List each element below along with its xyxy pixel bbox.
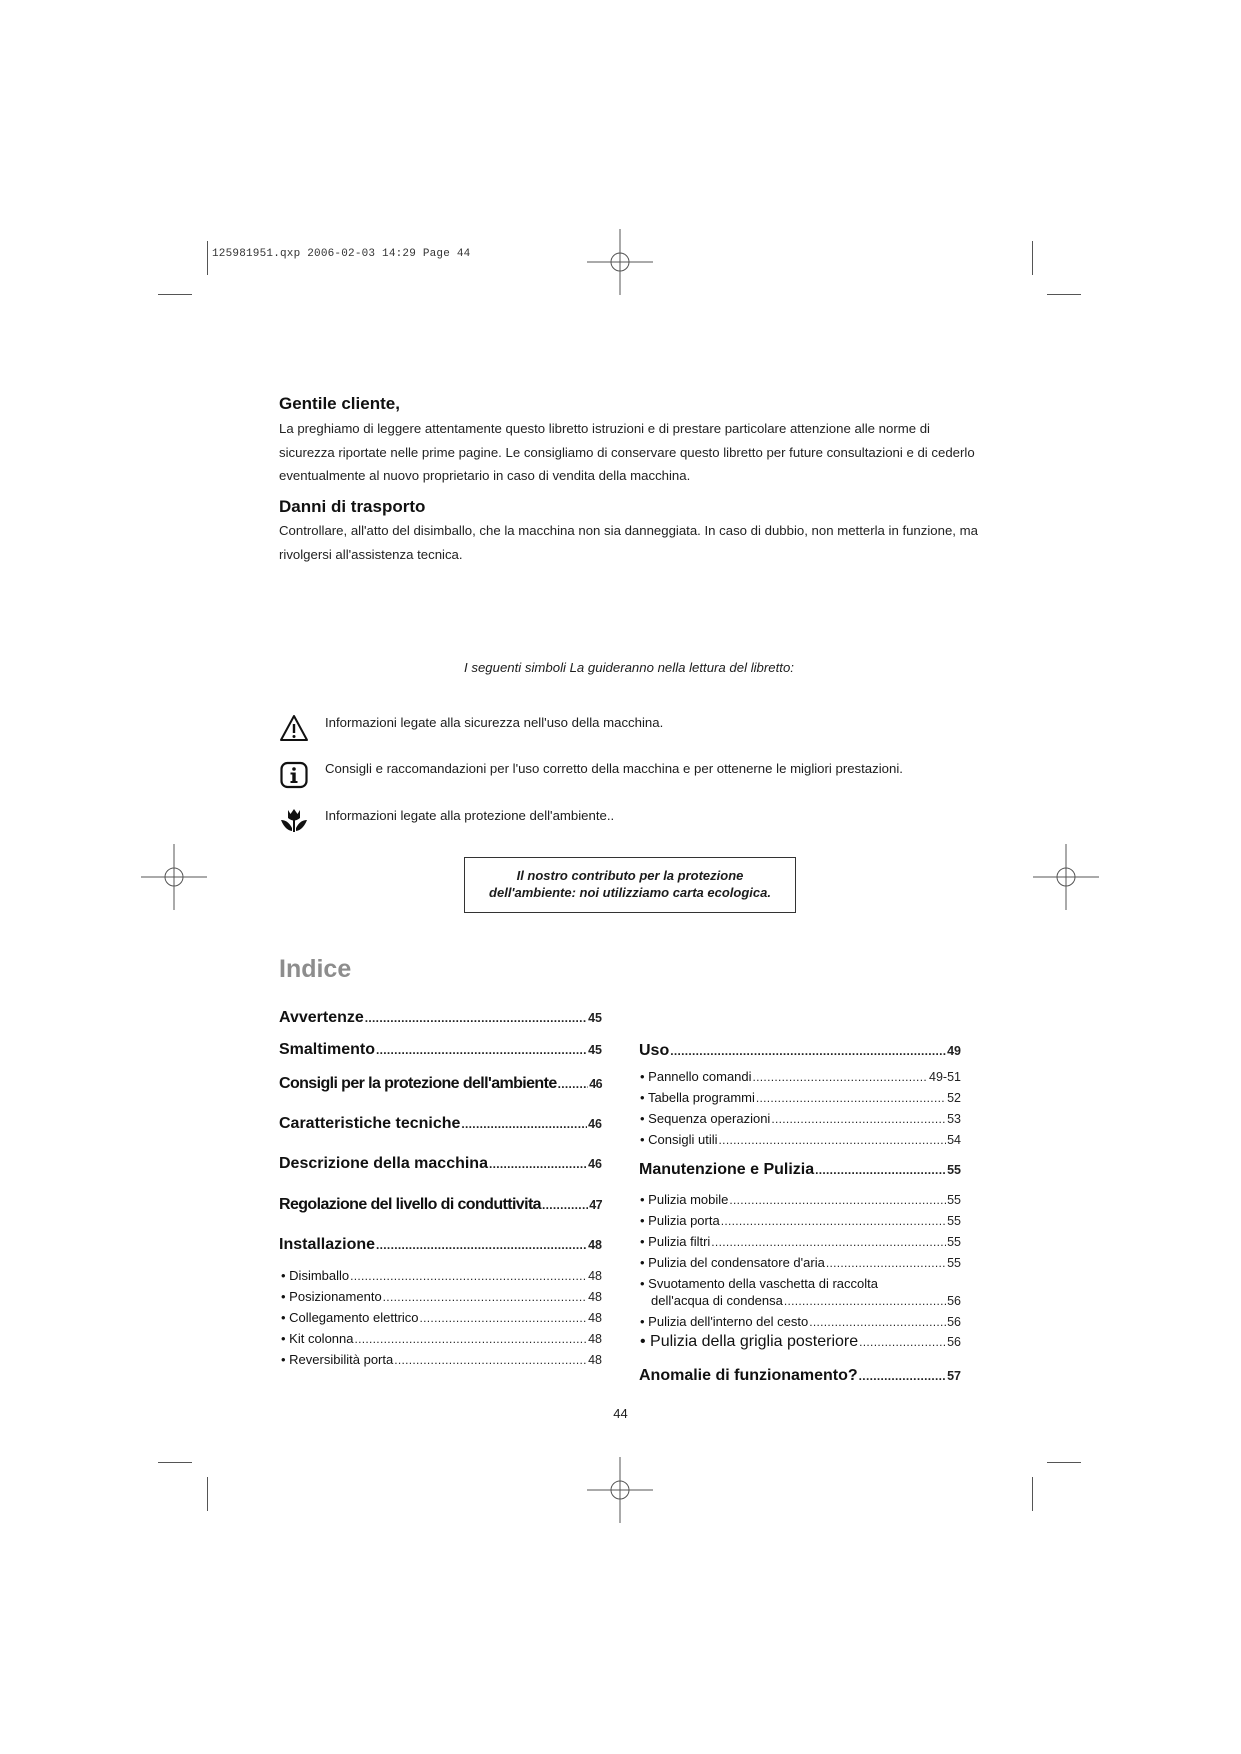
index-entry-page: 56 (947, 1294, 961, 1308)
index-subentry (640, 1132, 961, 1147)
index-entry-page: 56 (947, 1315, 961, 1329)
index-entry (639, 1367, 961, 1385)
index-entry-page: 48 (588, 1353, 602, 1367)
symbol-row-info (279, 759, 999, 791)
crop-mark (1047, 1462, 1081, 1463)
index-entry (279, 1115, 602, 1133)
eco-notice-line2: dell'ambiente: noi utilizziamo carta ecologica. (489, 885, 771, 900)
leader-dots (753, 1069, 928, 1084)
index-entry-page: 47 (589, 1198, 602, 1212)
index-entry-page: 45 (588, 1043, 602, 1057)
index-entry-title: • Pulizia del condensatore d'aria (640, 1255, 825, 1270)
index-entry (279, 1196, 602, 1214)
index-entry-title: • Pannello comandi (640, 1069, 752, 1084)
leader-dots (542, 1196, 588, 1214)
flower-icon (279, 806, 309, 836)
index-entry-page: 55 (947, 1256, 961, 1270)
index-subentry-wrapped: • Svuotamento della vaschetta di raccolta (640, 1276, 878, 1291)
index-entry-page: 48 (588, 1238, 602, 1252)
greeting-heading: Gentile cliente, (279, 394, 400, 413)
index-entry-page: 45 (588, 1011, 602, 1025)
index-entry-page: 55 (947, 1214, 961, 1228)
transport-paragraph: Controllare, all'atto del disimballo, che la macchina non sia danneggiata. In caso di dubbio, non metterla in funzione, ma rivolgersi all'assistenza tecnica. (279, 523, 978, 562)
leader-dots (489, 1155, 587, 1173)
transport-heading: Danni di trasporto (279, 497, 426, 516)
index-entry (279, 1009, 602, 1027)
index-entry-title: Descrizione della macchina (279, 1155, 488, 1172)
registration-mark (141, 844, 207, 910)
index-entry (279, 1041, 602, 1059)
index-entry-page: 56 (947, 1335, 961, 1349)
index-subentry (640, 1090, 961, 1105)
index-entry-title: Anomalie di funzionamento? (639, 1367, 858, 1384)
index-entry-title: Caratteristiche tecniche (279, 1115, 461, 1132)
index-subentry (640, 1192, 961, 1207)
index-entry-title: • Collegamento elettrico (281, 1310, 419, 1325)
index-entry-title: Consigli per la protezione dell'ambiente (279, 1075, 557, 1092)
index-entry-page: 48 (588, 1311, 602, 1325)
symbol-text-environment: Informazioni legate alla protezione dell'ambiente.. (325, 808, 615, 823)
leader-dots (809, 1314, 946, 1329)
leader-dots (355, 1331, 588, 1346)
leader-dots (771, 1111, 946, 1126)
leader-dots (365, 1009, 587, 1027)
leader-dots (711, 1234, 946, 1249)
crop-mark (158, 1462, 192, 1463)
symbol-row-environment (279, 806, 999, 838)
index-entry-page: 46 (588, 1157, 602, 1171)
crop-mark (207, 241, 208, 275)
leader-dots (719, 1132, 947, 1147)
leader-dots (815, 1161, 946, 1179)
index-entry-title: Smaltimento (279, 1041, 376, 1058)
index-entry-title: Svuotamento della vaschetta di raccolta (648, 1276, 878, 1291)
index-entry-title: • Reversibilità porta (281, 1352, 393, 1367)
crop-mark (1032, 1477, 1033, 1511)
warning-triangle-icon (279, 713, 309, 743)
index-subentry (640, 1333, 961, 1351)
index-entry-title: • Sequenza operazioni (640, 1111, 770, 1126)
index-entry-page: 49 (947, 1044, 961, 1058)
index-entry-page: 52 (947, 1091, 961, 1105)
leader-dots (859, 1367, 946, 1385)
eco-notice-line1: Il nostro contributo per la protezione (516, 868, 744, 883)
index-subentry (640, 1314, 961, 1329)
index-subentry (281, 1289, 602, 1304)
index-entry-title: • Pulizia filtri (640, 1234, 710, 1249)
index-entry-title: • Pulizia mobile (640, 1192, 728, 1207)
index-entry-title: Regolazione del livello di conduttivita (279, 1196, 541, 1213)
leader-dots (376, 1236, 587, 1254)
index-entry (639, 1161, 961, 1179)
symbol-text-info: Consigli e raccomandazioni per l'uso corretto della macchina e per ottenerne le migliori prestazioni. (325, 761, 903, 776)
index-entry-page: 53 (947, 1112, 961, 1126)
info-icon (279, 759, 309, 789)
leader-dots (558, 1075, 589, 1093)
index-entry-page: 54 (947, 1133, 961, 1147)
index-entry-page: 46 (589, 1077, 602, 1091)
leader-dots (756, 1090, 946, 1105)
index-entry-title: Installazione (279, 1236, 376, 1253)
index-entry-title: • Disimballo (281, 1268, 349, 1283)
leader-dots (721, 1213, 946, 1228)
index-entry-page: 55 (947, 1193, 961, 1207)
index-entry-page: 55 (947, 1235, 961, 1249)
file-slug: 125981951.qxp 2006-02-03 14:29 Page 44 (212, 248, 471, 260)
registration-mark (1033, 844, 1099, 910)
index-entry (279, 1075, 602, 1093)
symbols-intro: I seguenti simboli La guideranno nella lettura del libretto: (464, 660, 794, 675)
index-subentry (281, 1268, 602, 1283)
leader-dots (420, 1310, 588, 1325)
index-entry-page: 46 (588, 1117, 602, 1131)
index-entry (639, 1042, 961, 1060)
leader-dots (394, 1352, 587, 1367)
index-title: Indice (279, 955, 352, 983)
index-entry-title: • Consigli utili (640, 1132, 718, 1147)
index-subentry (640, 1213, 961, 1228)
symbol-row-safety (279, 713, 999, 745)
index-entry-title: dell'acqua di condensa (651, 1293, 783, 1308)
index-entry-title: Uso (639, 1042, 670, 1059)
greeting-paragraph: La preghiamo di leggere attentamente questo libretto istruzioni e di prestare particolare attenzione alle norme di sicurezza riportate nelle prime pagine. Le consigliamo di conservare questo libretto per future consultazioni e di cederlo eventualmente al nuovo proprietario in caso di vendita della macchina. (279, 421, 975, 483)
leader-dots (383, 1289, 587, 1304)
index-entry-title: Avvertenze (279, 1009, 364, 1026)
leader-dots (670, 1042, 946, 1060)
leader-dots (826, 1255, 946, 1270)
index-entry-page: 55 (947, 1163, 961, 1177)
index-subentry (281, 1310, 602, 1325)
index-subentry (281, 1352, 602, 1367)
index-entry-title: • Pulizia porta (640, 1213, 720, 1228)
crop-mark (207, 1477, 208, 1511)
index-entry-page: 48 (588, 1290, 602, 1304)
index-entry-page: 48 (588, 1332, 602, 1346)
index-entry-page: 48 (588, 1269, 602, 1283)
index-entry (279, 1155, 602, 1173)
leader-dots (376, 1041, 587, 1059)
leader-dots (859, 1333, 946, 1351)
symbol-text-safety: Informazioni legate alla sicurezza nell'uso della macchina. (325, 715, 664, 730)
leader-dots (784, 1293, 946, 1308)
index-subentry (640, 1069, 961, 1084)
index-subentry (651, 1293, 961, 1308)
index-subentry (640, 1255, 961, 1270)
index-entry (279, 1236, 602, 1254)
leader-dots (350, 1268, 587, 1283)
crop-mark (1047, 294, 1081, 295)
registration-mark (587, 1457, 653, 1523)
leader-dots (729, 1192, 946, 1207)
index-subentry (640, 1111, 961, 1126)
crop-mark (1032, 241, 1033, 275)
index-entry-title: • Pulizia dell'interno del cesto (640, 1314, 808, 1329)
index-entry-title: Manutenzione e Pulizia (639, 1161, 815, 1178)
index-entry-title: • Tabella programmi (640, 1090, 755, 1105)
index-subentry (281, 1331, 602, 1346)
registration-mark (587, 229, 653, 295)
page-number: 44 (613, 1406, 628, 1421)
index-entry-title: • Pulizia della griglia posteriore (640, 1333, 858, 1351)
index-entry-title: • Kit colonna (281, 1331, 354, 1346)
index-entry-page: 49-51 (929, 1070, 961, 1084)
crop-mark (158, 294, 192, 295)
eco-paper-notice (464, 857, 796, 913)
index-subentry (640, 1234, 961, 1249)
leader-dots (461, 1115, 587, 1133)
index-entry-page: 57 (947, 1369, 961, 1383)
index-entry-title: • Posizionamento (281, 1289, 382, 1304)
